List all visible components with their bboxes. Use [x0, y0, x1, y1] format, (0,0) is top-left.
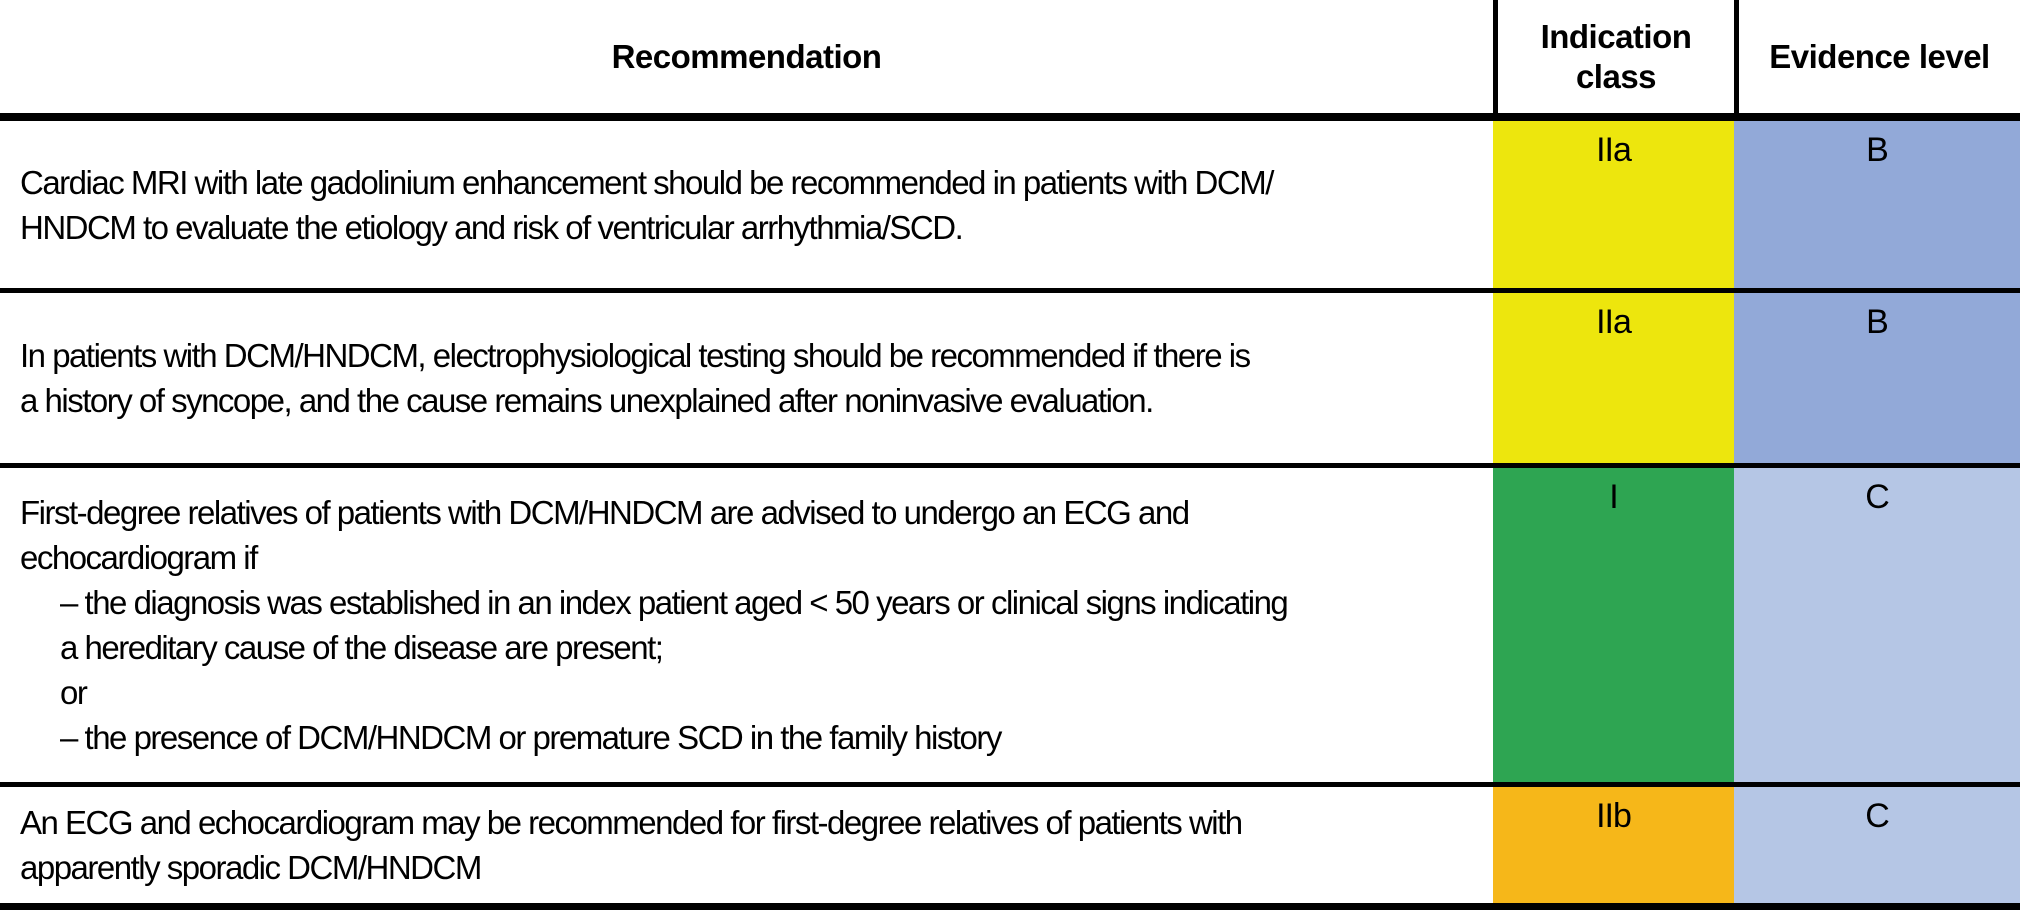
header-indication-class-label: Indication class [1540, 17, 1692, 95]
table-row [0, 293, 2020, 468]
recommendation-line: apparently sporadic DCM/HNDCM [20, 849, 481, 886]
recommendation-line: HNDCM to evaluate the etiology and risk of ventricular arrhythmia/SCD. [20, 208, 963, 246]
recommendation-line: An ECG and echocardiogram may be recommended for first-degree relatives of patients with [20, 804, 1242, 841]
recommendation-line: – the diagnosis was established in an index patient aged < 50 years or clinical signs indicating [60, 584, 1288, 621]
evidence-level-cell [1734, 121, 2020, 288]
header-indication-class-cell [1493, 0, 1734, 113]
header-evidence-level-label: Evidence level [1769, 37, 1990, 75]
header-recommendation-cell [0, 0, 1493, 113]
header-evidence-level-cell [1734, 0, 2020, 113]
recommendation-line: or [60, 674, 87, 711]
recommendation-line: Cardiac MRI with late gadolinium enhancement should be recommended in patients with DCM/ [20, 163, 1273, 201]
indication-class-value: IIa [1596, 131, 1631, 169]
table-header-row [0, 0, 2020, 121]
evidence-level-value: C [1865, 797, 1889, 835]
indication-class-cell [1493, 293, 1734, 463]
indication-class-value: I [1609, 478, 1618, 516]
evidence-level-value: C [1865, 478, 1889, 516]
indication-class-cell [1493, 121, 1734, 288]
evidence-level-cell [1734, 468, 2020, 782]
table-row [0, 121, 2020, 293]
table-row [0, 468, 2020, 787]
evidence-level-value: B [1866, 131, 1888, 169]
evidence-level-cell [1734, 293, 2020, 463]
table-row [0, 787, 2020, 910]
evidence-level-cell [1734, 787, 2020, 903]
recommendation-cell [0, 121, 1493, 288]
indication-class-cell [1493, 468, 1734, 782]
indication-class-value: IIb [1596, 797, 1631, 835]
recommendation-line: echocardiogram if [20, 539, 257, 576]
recommendation-line: a history of syncope, and the cause remains unexplained after noninvasive evaluation. [20, 382, 1153, 419]
recommendation-cell [0, 787, 1493, 903]
indication-class-cell [1493, 787, 1734, 903]
header-recommendation-label: Recommendation [611, 37, 882, 75]
recommendation-cell [0, 293, 1493, 463]
evidence-level-value: B [1866, 303, 1888, 341]
recommendation-cell [0, 468, 1493, 782]
indication-class-value: IIa [1596, 303, 1631, 341]
recommendation-line: In patients with DCM/HNDCM, electrophysiological testing should be recommended if there is [20, 337, 1250, 374]
recommendation-line: – the presence of DCM/HNDCM or premature SCD in the family history [60, 719, 1001, 756]
recommendation-line: First-degree relatives of patients with DCM/HNDCM are advised to undergo an ECG and [20, 494, 1189, 531]
recommendation-line: a hereditary cause of the disease are present; [60, 629, 663, 666]
